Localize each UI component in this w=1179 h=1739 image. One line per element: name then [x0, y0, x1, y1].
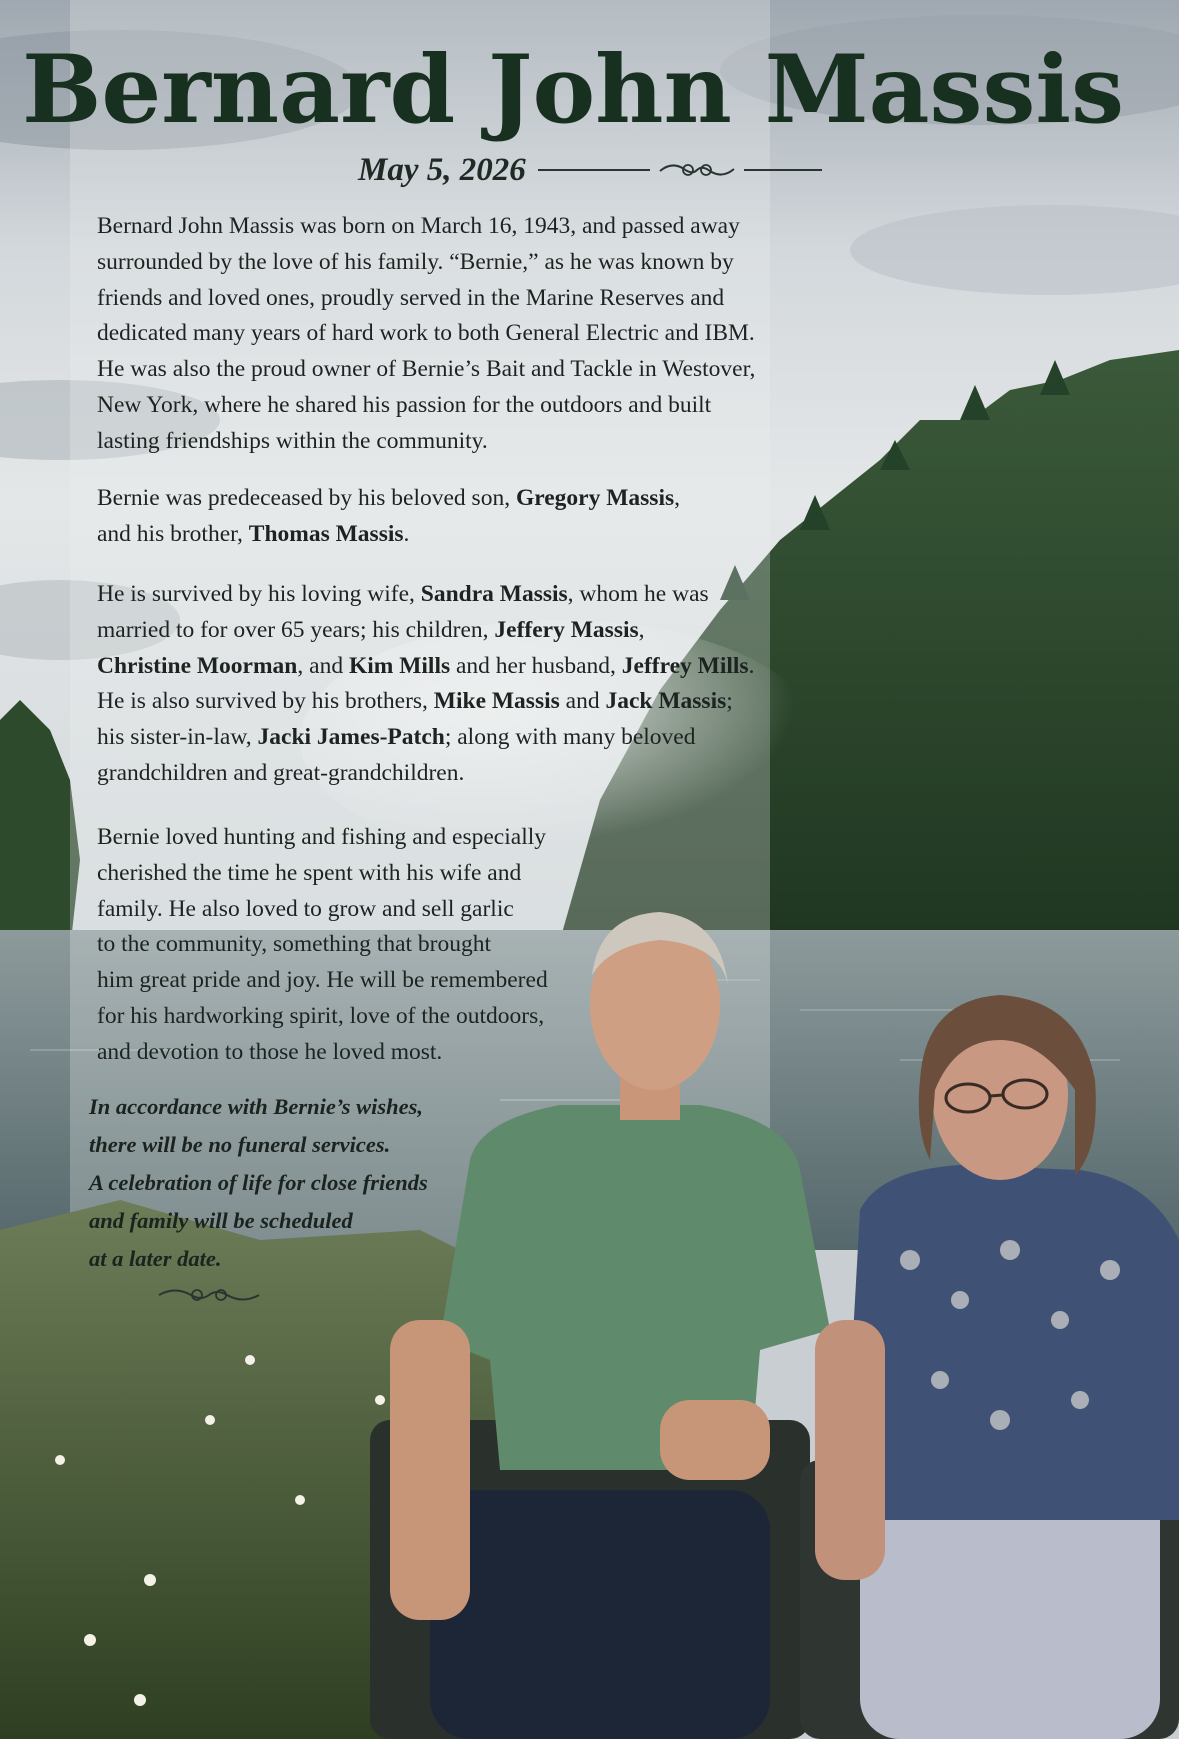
text-run: ; along with many beloved — [444, 724, 696, 751]
paragraph-survivors — [97, 577, 754, 792]
text-line — [97, 481, 680, 517]
text-run: , — [674, 485, 680, 511]
text-line: He was also the proud owner of Bernie’s Bait and Tackle in Westover, — [97, 356, 756, 383]
name-jeffery-massis: Jeffery Massis — [494, 616, 639, 643]
name-jeffrey-mills: Jeffrey Mills — [621, 652, 749, 679]
obituary-date: May 5, 2026 — [358, 151, 526, 188]
text-run: and — [559, 688, 606, 715]
text-run: and her husband, — [450, 652, 622, 679]
text-run: married to for over 65 years; his children, — [97, 616, 495, 643]
text-line: Bernie loved hunting and fishing and especially — [97, 824, 547, 850]
text-run: . — [403, 520, 410, 547]
flourish-ornament-icon — [658, 159, 736, 181]
text-run: , and — [297, 652, 349, 679]
closing-notice — [89, 1088, 428, 1278]
text-line: for his hardworking spirit, love of the outdoors, — [97, 1002, 545, 1029]
text-run: ; — [726, 688, 733, 715]
text-line: surrounded by the love of his family. “Bernie,” as he was known by — [97, 248, 734, 275]
page-title: Bernard John Massis — [21, 35, 1125, 145]
date-line — [358, 146, 822, 194]
text-run: , — [638, 616, 645, 643]
name-kim-mills: Kim Mills — [348, 652, 451, 679]
name-sandra-massis: Sandra Massis — [420, 581, 568, 607]
text-run: He is survived by his loving wife, — [97, 581, 421, 607]
text-line: him great pride and joy. He will be remembered — [97, 967, 548, 994]
text-run: He is also survived by his brothers, — [97, 688, 434, 715]
text-line — [97, 684, 754, 720]
text-line: dedicated many years of hard work to both General Electric and IBM. — [97, 320, 755, 347]
divider-rule-right — [744, 169, 822, 171]
text-line: to the community, something that brought — [97, 931, 492, 958]
text-run: . — [748, 652, 755, 679]
text-line: friends and loved ones, proudly served in the Marine Reserves and — [97, 284, 725, 311]
name-jack-massis: Jack Massis — [605, 688, 727, 715]
text-line: there will be no funeral services. — [89, 1132, 391, 1157]
paragraph-biography — [97, 209, 755, 460]
text-line: at a later date. — [89, 1246, 222, 1271]
text-line: A celebration of life for close friends — [89, 1170, 428, 1195]
paragraph-interests — [97, 820, 548, 1071]
text-line: lasting friendships within the community. — [97, 427, 488, 454]
text-run: , whom he was — [567, 581, 709, 607]
text-line: and family will be scheduled — [89, 1208, 353, 1233]
text-line: family. He also loved to grow and sell garlic — [97, 895, 514, 922]
text-line — [97, 577, 754, 613]
closing-flourish-icon — [157, 1284, 261, 1306]
text-line: grandchildren and great-grandchildren. — [97, 759, 465, 786]
text-line: cherished the time he spent with his wife and — [97, 859, 522, 886]
name-christine-moorman: Christine Moorman — [97, 652, 298, 679]
name-thomas-massis: Thomas Massis — [248, 520, 404, 547]
text-line — [97, 649, 754, 685]
text-line: and devotion to those he loved most. — [97, 1038, 443, 1065]
paragraph-predeceased — [97, 481, 680, 553]
divider-rule-left — [538, 169, 650, 171]
text-run: his sister-in-law, — [97, 724, 258, 751]
name-mike-massis: Mike Massis — [433, 688, 560, 715]
text-line: In accordance with Bernie’s wishes, — [89, 1094, 423, 1119]
text-line — [97, 613, 754, 649]
text-run: and his brother, — [97, 520, 249, 547]
text-run: Bernie was predeceased by his beloved son, — [97, 485, 516, 511]
name-gregory-massis: Gregory Massis — [515, 485, 675, 511]
name-jacki-james-patch: Jacki James-Patch — [257, 724, 445, 751]
text-line — [97, 720, 754, 756]
text-line — [97, 517, 680, 553]
text-line: New York, where he shared his passion for the outdoors and built — [97, 391, 712, 418]
text-line: Bernard John Massis was born on March 16, 1943, and passed away — [97, 213, 740, 239]
